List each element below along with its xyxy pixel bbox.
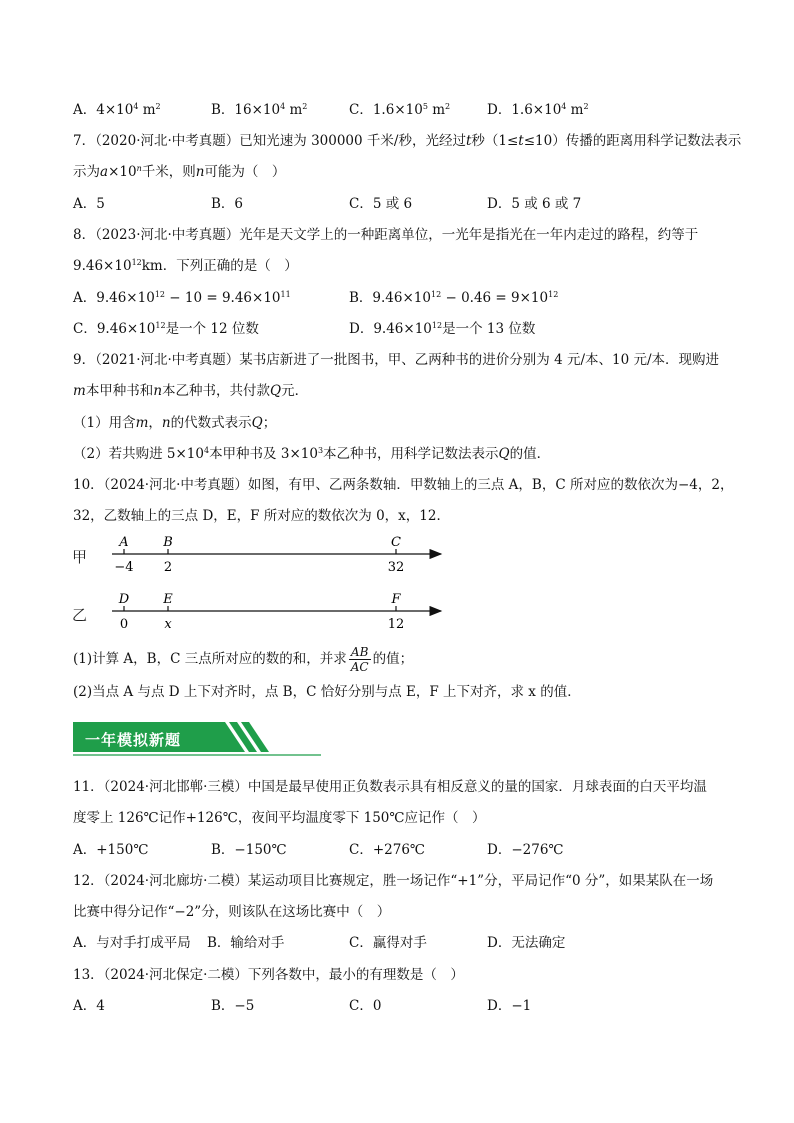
q12-option-c: C．赢得对手	[349, 935, 427, 951]
q10-subquestion-2: (2)当点 A 与点 D 上下对齐时，点 B，C 恰好分别与点 E，F 上下对齐，求 x 的值．	[73, 684, 581, 700]
q13-option-b: B．−5	[211, 998, 255, 1014]
q8-options-row1	[73, 288, 733, 308]
yi-point-e-value: x	[164, 617, 172, 632]
yi-point-e-name: E	[163, 592, 173, 607]
q8-option-c: C．$9.46\times 10^{12}$是一个 12 位数	[73, 321, 259, 337]
q13-option-c: C．0	[349, 998, 382, 1014]
q11-stem-line2: 度零上 126℃记作+126℃，夜间平均温度零下 150℃应记作（ ）	[73, 810, 486, 826]
q11-option-c: C．+276℃	[349, 842, 426, 858]
q7-options	[73, 194, 733, 214]
jia-point-b-value: 2	[163, 560, 173, 575]
q11-option-a: A．+150℃	[73, 842, 149, 858]
q12-stem-line1: 12．（2024·河北廊坊·二模）某运动项目比赛规定，胜一场记作“+1”分，平局记作“0 分”，如果某队在一场	[73, 873, 714, 889]
fraction-ab-over-ac: $\frac{AB}{AC}$	[350, 645, 369, 674]
axis-yi-label: 乙	[72, 606, 88, 624]
q8-options-row2	[73, 319, 733, 339]
q10-number-line-figure	[68, 530, 458, 632]
q9-subquestion-2: （2）若共购进 $5\times 10^4$本甲种书及 $3\times 10^3$本乙种书，用科学记数法表示Q的值．	[73, 446, 551, 462]
q8-option-a: A．$9.46\times 10^{12} - 10 = 9.46\times 10^{11}$	[73, 290, 291, 306]
q12-options	[73, 933, 733, 953]
yi-point-d-name: D	[118, 592, 130, 607]
q7-option-c: C．5 或 6	[349, 196, 413, 212]
q13-option-d: D．−1	[487, 998, 532, 1014]
jia-point-a-name: A	[119, 535, 129, 550]
q7-option-a: A．5	[73, 196, 105, 212]
q7-stem-line1: 7．（2020·河北·中考真题）已知光速为 300000 千米/秒，光经过t秒（1≤t≤10）传播的距离用科学记数法表示	[73, 133, 742, 149]
axis-jia-label: 甲	[72, 548, 88, 566]
q6-option-b: B．$16\times 10^4$ $m^2$	[211, 102, 308, 118]
q7-stem-line2: 示为$a\times 10^n$千米，则n可能为（ ）	[73, 164, 286, 180]
q7-option-d: D．5 或 6 或 7	[487, 196, 582, 212]
q10-stem-line1: 10．（2024·河北·中考真题）如图，有甲、乙两条数轴．甲数轴上的三点 A，B，C 所对应的数依次为−4，2，	[73, 477, 734, 493]
q12-option-a: A．与对手打成平局	[73, 935, 191, 951]
q11-options	[73, 840, 733, 860]
q9-stem-line1: 9．（2021·河北·中考真题）某书店新进了一批图书，甲、乙两种书的进价分别为 4 元/本、10 元/本．现购进	[73, 352, 720, 368]
q7-option-b: B．6	[211, 196, 244, 212]
yi-point-d-value: 0	[119, 617, 129, 632]
q8-option-d: D．$9.46\times 10^{12}$是一个 13 位数	[349, 321, 536, 337]
yi-point-f-value: 12	[387, 617, 405, 632]
q9-subquestion-1: （1）用含m，n的代数式表示Q；	[73, 415, 277, 431]
q9-stem-line2: m本甲种书和n本乙种书，共付款Q元．	[73, 383, 309, 399]
section-title: 一年模拟新题	[85, 731, 182, 749]
q6-option-a: A．$4\times 10^4$ $m^2$	[73, 102, 161, 118]
q12-stem-line2: 比赛中得分记作“−2”分，则该队在这场比赛中（ ）	[73, 904, 391, 920]
q6-options	[73, 100, 733, 120]
q12-option-d: D．无法确定	[487, 935, 566, 951]
q11-option-d: D．−276℃	[487, 842, 564, 858]
jia-point-c-name: C	[391, 535, 401, 550]
q6-option-c: C．$1.6\times 10^5$ $m^2$	[349, 102, 451, 118]
jia-point-b-name: B	[163, 535, 173, 550]
q6-option-d: D．$1.6\times 10^4$ $m^2$	[487, 102, 589, 118]
q8-option-b: B．$9.46\times 10^{12} - 0.46 = 9\times 10^{12}$	[349, 290, 559, 306]
q13-stem: 13．（2024·河北保定·二模）下列各数中，最小的有理数是（ ）	[73, 967, 464, 983]
jia-point-c-value: 32	[387, 560, 405, 575]
q8-stem-line1: 8．（2023·河北·中考真题）光年是天文学上的一种距离单位，一光年是指光在一年内走过的路程，约等于	[73, 227, 699, 243]
q11-stem-line1: 11．（2024·河北邯郸·三模）中国是最早使用正负数表示具有相反意义的量的国家．月球表面的白天平均温	[73, 779, 707, 795]
jia-point-a-value: −4	[114, 560, 134, 575]
q10-stem-line2: 32，乙数轴上的三点 D，E，F 所对应的数依次为 0，x，12．	[73, 508, 450, 524]
q8-stem-line2: $9.46\times 10^{12}km$．下列正确的是（ ）	[73, 258, 298, 274]
q13-option-a: A．4	[73, 998, 105, 1014]
q11-option-b: B．−150℃	[211, 842, 287, 858]
section-header	[73, 722, 323, 760]
yi-point-f-name: F	[391, 592, 401, 607]
q13-options	[73, 996, 733, 1016]
q12-option-b: B．输给对手	[207, 935, 285, 951]
q10-subquestion-1: (1)计算 A，B，C 三点所对应的数的和，并求 $\frac{AB}{AC}$ 的值；	[73, 645, 414, 674]
